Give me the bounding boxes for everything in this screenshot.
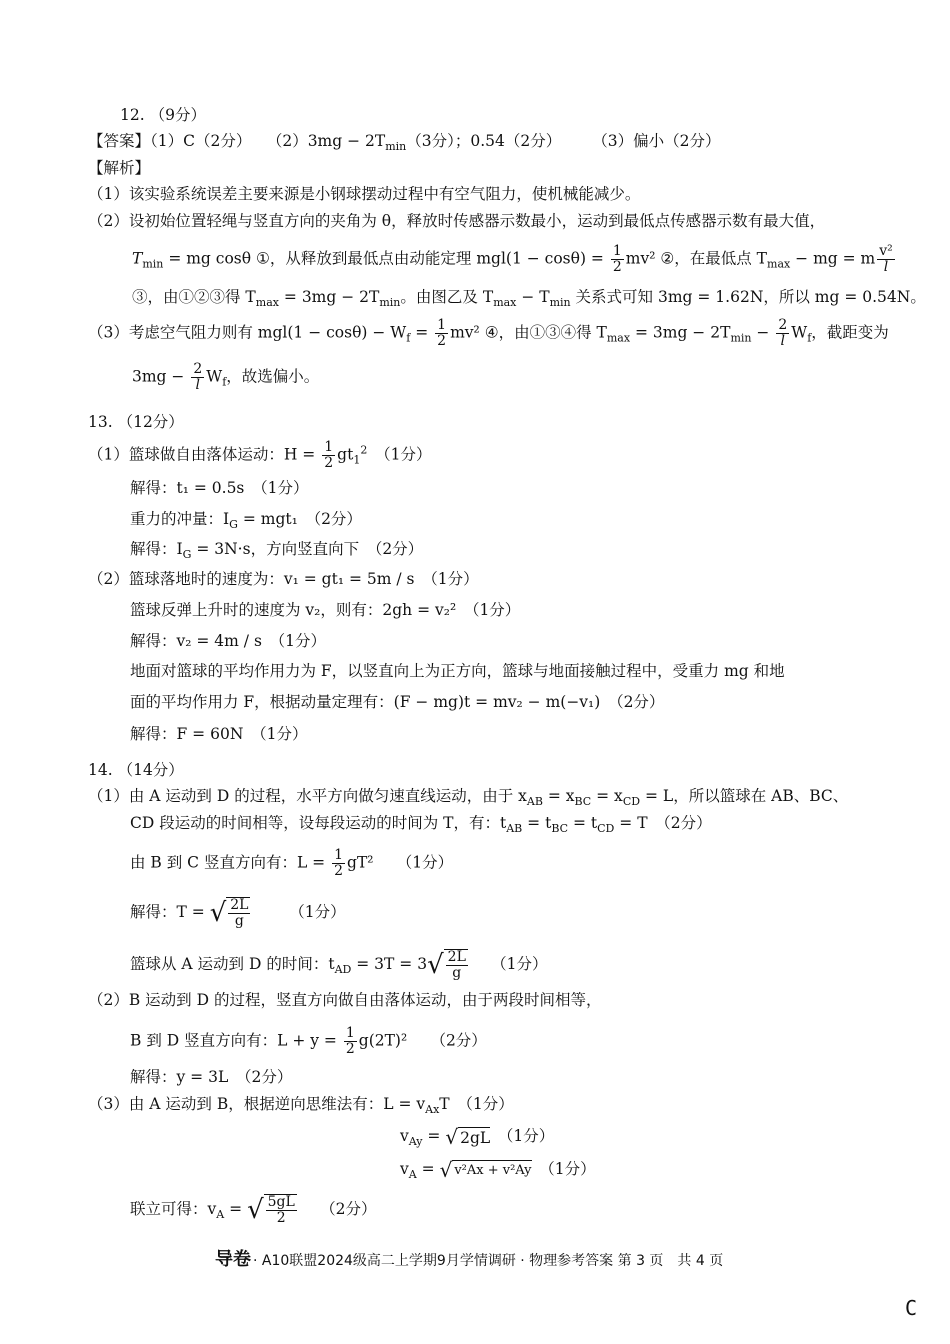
logo: 导卷 xyxy=(215,1249,251,1270)
q14-l9: （3）由 A 运动到 B，根据逆向思维法有：$L = v_{Ax}T$ （1分） xyxy=(88,1095,514,1117)
corner-mark: C xyxy=(905,1296,918,1320)
q12-p2-line3: ③，由①②③得 $T_{max} = 3mg - 2T_{min}$。由图乙及 $T_{max} - T_{min}$ 关系式可知 3mg = 1.62N，所以 mg = 0.54N。 xyxy=(132,288,926,310)
q14-l1: （1）由 A 运动到 D 的过程，水平方向做匀速直线运动，由于 $x_{AB} = x_{BC} = x_{CD} = L$，所以篮球在 AB、BC、 xyxy=(88,787,849,809)
q13-l3: 重力的冲量：$I_G = mgt_1$ （2分） xyxy=(130,510,362,532)
q14-l4: 解得：T = √ $\frac{2L}{g}$ （1分） xyxy=(130,897,346,929)
q14-l6: （2）B 运动到 D 的过程，竖直方向做自由落体运动，由于两段时间相等， xyxy=(88,991,602,1009)
q14-l8: 解得：y = 3L （2分） xyxy=(130,1068,293,1086)
q13-l4: 解得：$I_G = 3N\cdot s$，方向竖直向下 （2分） xyxy=(130,540,424,562)
q14-l3: 由 B 到 C 竖直方向有：L = $\frac{1}{2}$ gT² （1分） xyxy=(130,847,454,879)
page-footer xyxy=(215,1245,723,1271)
q12-p3-line2: 3mg − $\frac{2}{l}$ $W_f$，故选偏小。 xyxy=(132,361,320,393)
q12-analysis-label: 【解析】 xyxy=(88,159,151,177)
sqrt-symbol: √ v²Ax + v²Ay xyxy=(439,1158,532,1182)
q14-l12: 联立可得：$v_A$ = √ $\frac{5gL}{2}$ （2分） xyxy=(130,1194,377,1226)
q12-p2: （2）设初始位置轻绳与竖直方向的夹角为 θ，释放时传感器示数最小，运动到最低点传感器示数有最大值， xyxy=(88,212,826,230)
q12-header: 12. （9分） xyxy=(120,106,206,124)
q13-l7: 解得：v₂ = 4m / s （1分） xyxy=(130,632,327,650)
footer-text: · A10联盟2024级高二上学期9月学情调研 · 物理参考答案 第 3 页 共 4 页 xyxy=(253,1253,724,1269)
q13-l8: 地面对篮球的平均作用力为 F，以竖直向上为正方向，篮球与地面接触过程中，受重力 mg 和地 xyxy=(130,662,785,680)
q12-p3: （3）考虑空气阻力则有 $mgl(1 - \cos\theta) - W_f$ = $\frac{1}{2}$ mv² ④，由①③④得 $T_{max} = 3mg - 2T_{min}$ − $\frac{2}{l}$ $W_f$，截距变为 xyxy=(88,317,889,349)
q13-l1: （1）篮球做自由落体运动：H = $\frac{1}{2}$ $gt_1^2$ （1分） xyxy=(88,439,432,471)
q13-l6: 篮球反弹上升时的速度为 v₂，则有：2gh = v₂² （1分） xyxy=(130,601,521,619)
q13-l5: （2）篮球落地时的速度为：v₁ = gt₁ = 5m / s （1分） xyxy=(88,570,479,588)
q12-answer: 【答案】（1）C（2分） $(2)3mg - 2T_{min}(3$分）；0.54（2分） （3）偏小（2分） xyxy=(88,132,721,154)
sqrt-symbol: √ $\frac{2L}{g}$ xyxy=(427,949,466,981)
q13-header: 13. （12分） xyxy=(88,413,184,431)
q14-l11: $v_A$ = √ v²Ax + v²Ay （1分） xyxy=(400,1158,596,1182)
q14-l10: $v_{Ay}$ = √ 2gL （1分） xyxy=(400,1125,555,1149)
q12-p2-line2: $T_{min}$ = mg cosθ ①，从释放到最低点由动能定理 mgl(1 − cosθ) = $\frac{1}{2}$ mv² ②，在最低点 $T_{max}$ − mg = m $\frac{\text{v²}}{l}$ xyxy=(132,243,893,275)
q14-l5: 篮球从 A 运动到 D 的时间：$t_{AD} = 3T = 3√$ $\frac{2L}{g}$ （1分） xyxy=(130,949,548,981)
q14-l2: CD 段运动的时间相等，设每段运动的时间为 T，有：$t_{AB} = t_{BC} = t_{CD} = T$ （2分） xyxy=(130,814,712,836)
sqrt-symbol: √ 2gL xyxy=(445,1125,491,1149)
q13-l10: 解得：F = 60N （1分） xyxy=(130,725,308,743)
q13-l2: 解得：t₁ = 0.5s （1分） xyxy=(130,479,309,497)
q13-l9: 面的平均作用力 F，根据动量定理有：(F − mg)t = mv₂ − m(−v₁) （2分） xyxy=(130,693,665,711)
sqrt-symbol: √ $\frac{2L}{g}$ xyxy=(209,897,249,929)
q12-p1: （1）该实验系统误差主要来源是小钢球摆动过程中有空气阻力，使机械能减少。 xyxy=(88,185,641,203)
q14-l7: B 到 D 竖直方向有：L + y = $\frac{1}{2}$ g(2T)² （2分） xyxy=(130,1025,487,1057)
q14-header: 14. （14分） xyxy=(88,761,184,779)
sqrt-symbol: √ $\frac{5gL}{2}$ xyxy=(247,1194,295,1226)
